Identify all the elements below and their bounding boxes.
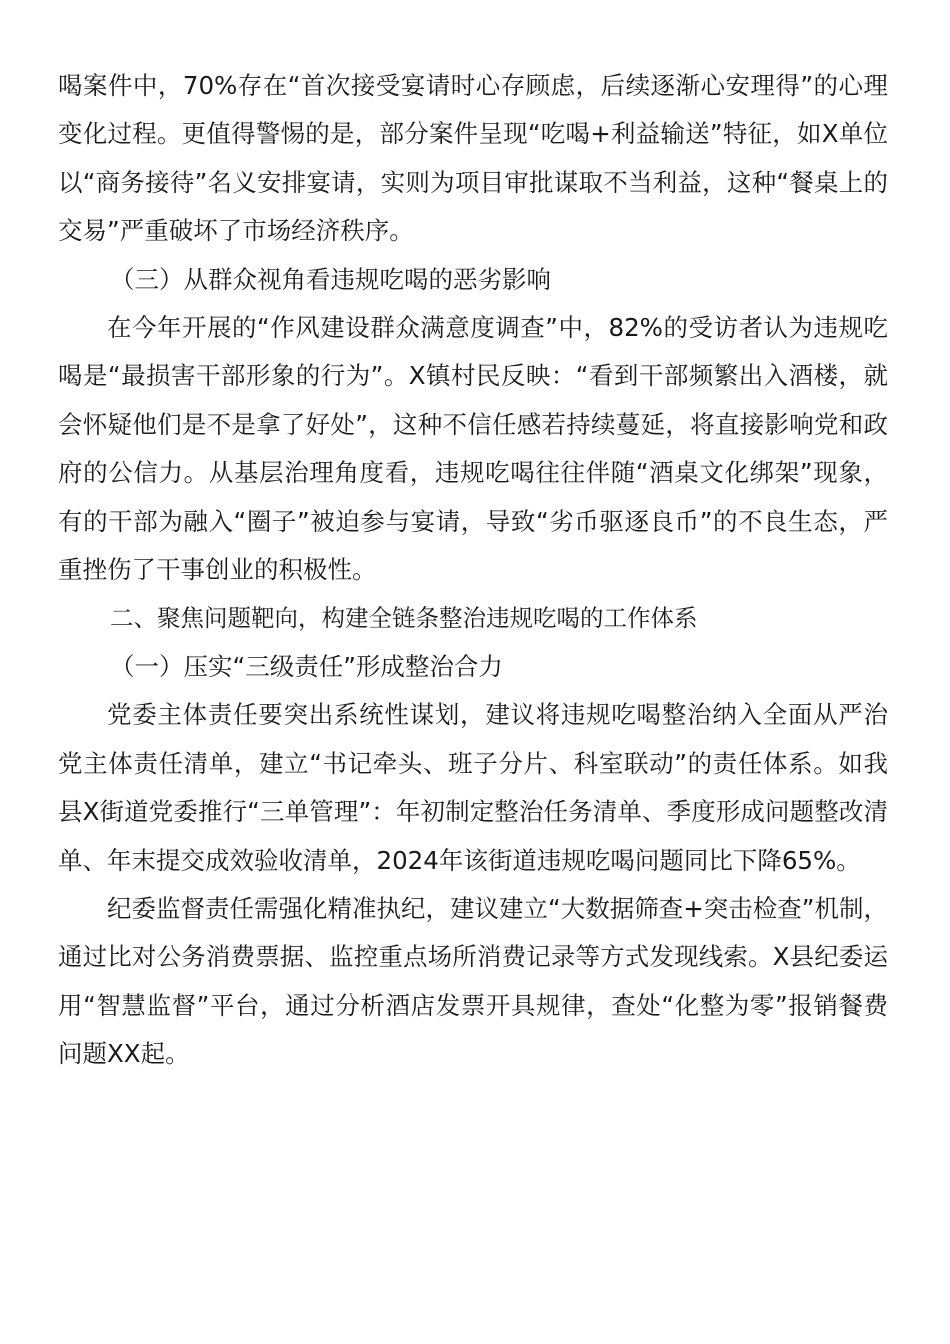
paragraph-party-responsibility: 党委主体责任要突出系统性谋划，建议将违规吃喝整治纳入全面从严治党主体责任清单，建立“书记牵头、班子分片、科室联动”的责任体系。如我县X街道党委推行“三单管理”：年初制定整治任务清单、季度形成问题整改清单、年末提交成效验收清单，2024年该街道违规吃喝问题同比下降65%。	[58, 700, 888, 875]
paragraph-discipline-supervision: 纪委监督责任需强化精准执纪，建议建立“大数据筛查+突击检查”机制，通过比对公务消费票据、监控重点场所消费记录等方式发现线索。X县纪委运用“智慧监督”平台，通过分析酒店发票开具规律，查处“化整为零”报销餐费问题XX起。	[58, 893, 888, 1069]
subheading-1: （一）压实“三级责任”形成整治合力	[110, 651, 503, 681]
paragraph-continued: 喝案件中，70%存在“首次接受宴请时心存顾虑，后续逐渐心安理得”的心理变化过程。更值得警惕的是，部分案件呈现“吃喝+利益输送”特征，如X单位以“商务接待”名义安排宴请，实则为项目审批谋取不当利益，这种“餐桌上的交易”严重破坏了市场经济秩序。	[58, 71, 888, 246]
section-heading-2: 二、聚焦问题靶向，构建全链条整治违规吃喝的工作体系	[110, 604, 698, 633]
paragraph-survey: 在今年开展的“作风建设群众满意度调查”中，82%的受访者认为违规吃喝是“最损害干部形象的行为”。X镇村民反映：“看到干部频繁出入酒楼，就会怀疑他们是不是拿了好处”，这种不信任感若持续蔓延，将直接影响党和政府的公信力。从基层治理角度看，违规吃喝往往伴随“酒桌文化绑架”现象，有的干部为融入“圈子”被迫参与宴请，导致“劣币驱逐良币”的不良生态，严重挫伤了干事创业的积极性。	[58, 313, 888, 585]
document-page	[58, 62, 888, 1079]
subheading-3: （三）从群众视角看违规吃喝的恶劣影响	[110, 264, 551, 294]
